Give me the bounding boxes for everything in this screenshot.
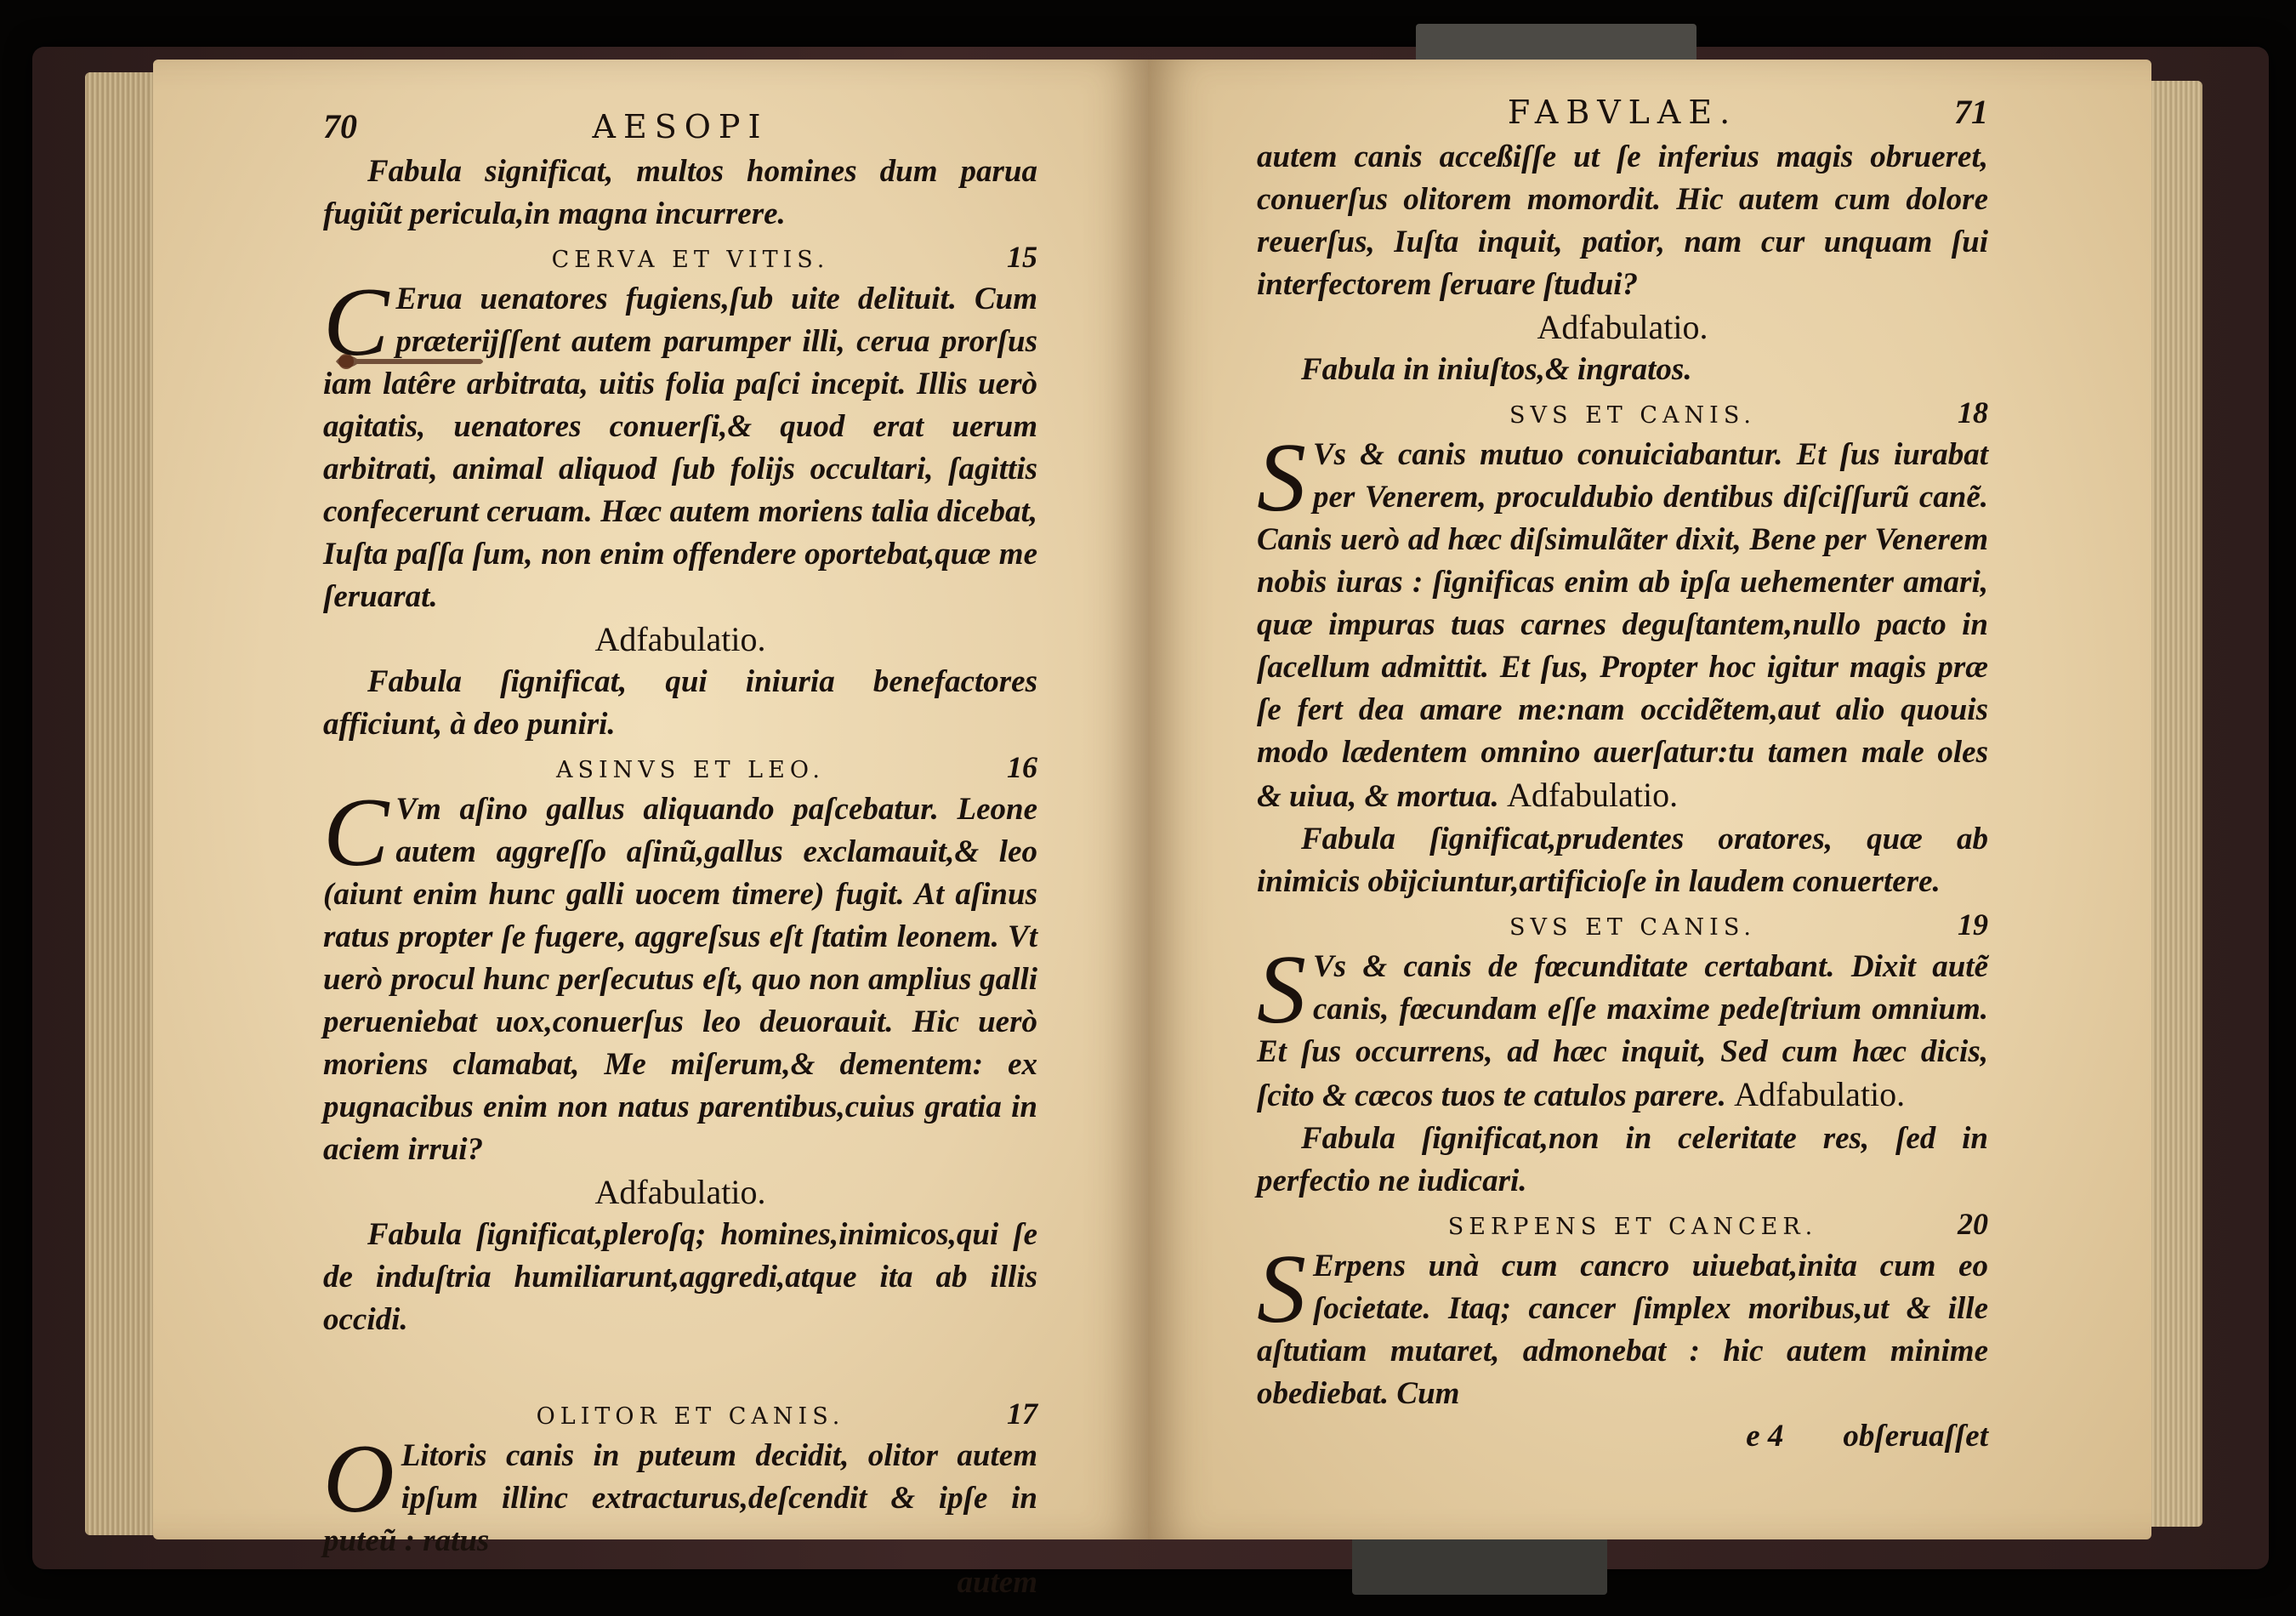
fable-number: 16 [1007, 750, 1037, 784]
catchword: autem [957, 1565, 1037, 1600]
fable-text: Litoris canis in puteum decidit, olitor autem ipſum illinc extracturus,deſcendit & ipſe in puteũ : ratus [323, 1438, 1037, 1558]
fable-number: 18 [1958, 395, 1988, 430]
page-edges-left [85, 72, 162, 1535]
fable-heading [1257, 395, 1988, 432]
fable-title: CERVA ET VITIS. [551, 247, 830, 273]
fable-body [1257, 1235, 1988, 1415]
fable-number: 19 [1958, 908, 1988, 942]
fable-moral: Fabula ſignificat,prudentes oratores, quӕ ab inimicis obijciuntur,artificioſe in laudem conuertere. [1257, 822, 1988, 899]
continuation-text: autem canis acceßiſſe ut ſe inferius magis obrueret, conuerſus olitorem momordit. Hic autem cum dolore reuerſus, Iuſta inquit, patior, nam cur unquam ſui interfectorem ſeruare ſtudui? [1257, 139, 1988, 302]
running-head [1257, 92, 1988, 136]
adfabulatio-heading: Adfabulatio. [1734, 1075, 1906, 1113]
fable-text: Vm aſino gallus aliquando paſcebatur. Leone autem aggreſſo aſinũ,gallus exclamauit,& leo (aiunt enim hunc galli uocem timere) fugit. At aſinus ratus propter ſe fugere, aggreſsus eſt ſtatim leonem. Vt uerò procul hunc perſecutus eſt, quo non amplius galli perueniebat uox,conuerſus leo deuorauit. Hic uerò moriens clamabat, Me miſerum,& dementem: ex pugnacibus enim non natus parentibus,cuius gratia in aciem irrui? [323, 792, 1037, 1167]
fable-title: OLITOR ET CANIS. [536, 1403, 845, 1430]
catchword: obſeruaſſet [1843, 1419, 1988, 1454]
fable [323, 239, 1037, 746]
page-footer [1257, 1415, 1988, 1458]
fable-text: Erua uenatores fugiens,ſub uite delituit. Cum prӕterijſſent autem parumper illi, cerua prorſus iam latêre arbitrata, uitis folia paſci incepit. Illis uerò agitatis, uenatores conuerſi,& quod erat uerum arbitrati, animal aliquod ſub folijs occultari, ſagittis confecerunt ceruam. Hӕc autem moriens talia dicebat, Iuſta paſſa ſum, non enim offendere oportebat,quӕ me ſeruarat. [323, 282, 1037, 614]
left-page [153, 60, 1148, 1600]
fable-body [323, 268, 1037, 618]
page-number: 71 [1954, 93, 1988, 131]
continuation-moral: Fabula significat, multos homines dum parua fugiũt pericula,in magna incurrere. [323, 154, 1037, 231]
fable-text: Vs & canis mutuo conuiciabantur. Et ſus iurabat per Venerem, proculdubio dentibus diſciſſurũ canẽ. Canis uerò ad hӕc diſsimulãter dixit, Bene per Venerem nobis iuras : ſignificas enim ab ipſa uehementer amari, quӕ impuras tuas carnes deguſtantem,nullo pacto in ſacellum admittit. Et ſus, Propter hoc igitur magis prӕ ſe fert dea amare me:nam occidẽtem,aut alio quouis modo lӕdentem omnino auerſatur:tu tamen male oles & uiua, & mortua. [1257, 437, 1988, 814]
fable-heading [1257, 1206, 1988, 1243]
left-text-block [153, 60, 1037, 1600]
fable-title: SVS ET CANIS. [1509, 402, 1756, 429]
fable-text: Vs & canis de fœcunditate certabant. Dixit autẽ canis, fœcundam eſſe maxime pedeſtrium omnium. Et ſus occurrens, ad hӕc inquit, Sed cum hӕc dicis, ſcito & cӕcos tuos te catulos parere. [1257, 949, 1988, 1113]
page-number: 70 [323, 107, 357, 145]
page-edges-right [2143, 81, 2202, 1527]
adfabulatio-heading: Adfabulatio. [1507, 776, 1679, 814]
fable-number: 15 [1007, 240, 1037, 274]
fable-heading [323, 1396, 1037, 1433]
signature-mark: e 4 [1746, 1419, 1784, 1454]
drop-initial: C [323, 268, 389, 377]
fable-body [1257, 424, 1988, 818]
fable [323, 749, 1037, 1341]
fable [1257, 395, 1988, 903]
fable-body [323, 778, 1037, 1171]
running-head [323, 106, 1037, 151]
drop-initial: C [323, 778, 389, 887]
drop-initial: S [1257, 936, 1306, 1044]
running-title: AESOPI [592, 108, 769, 145]
drop-initial: O [323, 1425, 395, 1533]
running-title: FABVLAE. [1507, 94, 1738, 131]
fable [1257, 1206, 1988, 1415]
fable-body [323, 1425, 1037, 1562]
fable-heading [323, 239, 1037, 276]
fable-moral: Fabula ſignificat,pleroſq; homines,inimicos,qui ſe de induſtria humiliarunt,aggredi,atque ita ab illis occidi. [323, 1217, 1037, 1337]
fable [323, 1396, 1037, 1562]
right-page [1148, 60, 2151, 1539]
fable-body [1257, 936, 1988, 1118]
fable-title: ASINVS ET LEO. [556, 757, 825, 783]
drop-initial: S [1257, 1235, 1306, 1344]
adfabulatio-heading: Adfabulatio. [594, 1173, 766, 1211]
fable-title: SVS ET CANIS. [1509, 914, 1756, 941]
fable-heading [1257, 907, 1988, 944]
fable-title: SERPENS ET CANCER. [1447, 1214, 1818, 1240]
fable-number: 20 [1958, 1207, 1988, 1241]
adfabulatio-heading: Adfabulatio. [594, 620, 766, 658]
fable-moral: Fabula ſignificat, qui iniuria benefactores afficiunt, à deo puniri. [323, 664, 1037, 742]
fable-number: 17 [1007, 1397, 1037, 1431]
continuation-moral: Fabula in iniuſtos,& ingratos. [1301, 352, 1692, 387]
drop-initial: S [1257, 424, 1306, 532]
fable [1257, 907, 1988, 1203]
adfabulatio-heading: Adfabulatio. [1537, 308, 1708, 346]
right-text-block [1148, 60, 1988, 1539]
fable-text: Erpens unà cum cancro uiuebat,inita cum eo ſocietate. Itaq; cancer ſimplex moribus,ut & ille aſtutiam mutaret, admonebat : hic autem minime obediebat. Cum [1257, 1249, 1988, 1411]
fable-heading [323, 749, 1037, 787]
fable-moral: Fabula ſignificat,non in celeritate res, ſed in perfectio ne iudicari. [1257, 1121, 1988, 1198]
